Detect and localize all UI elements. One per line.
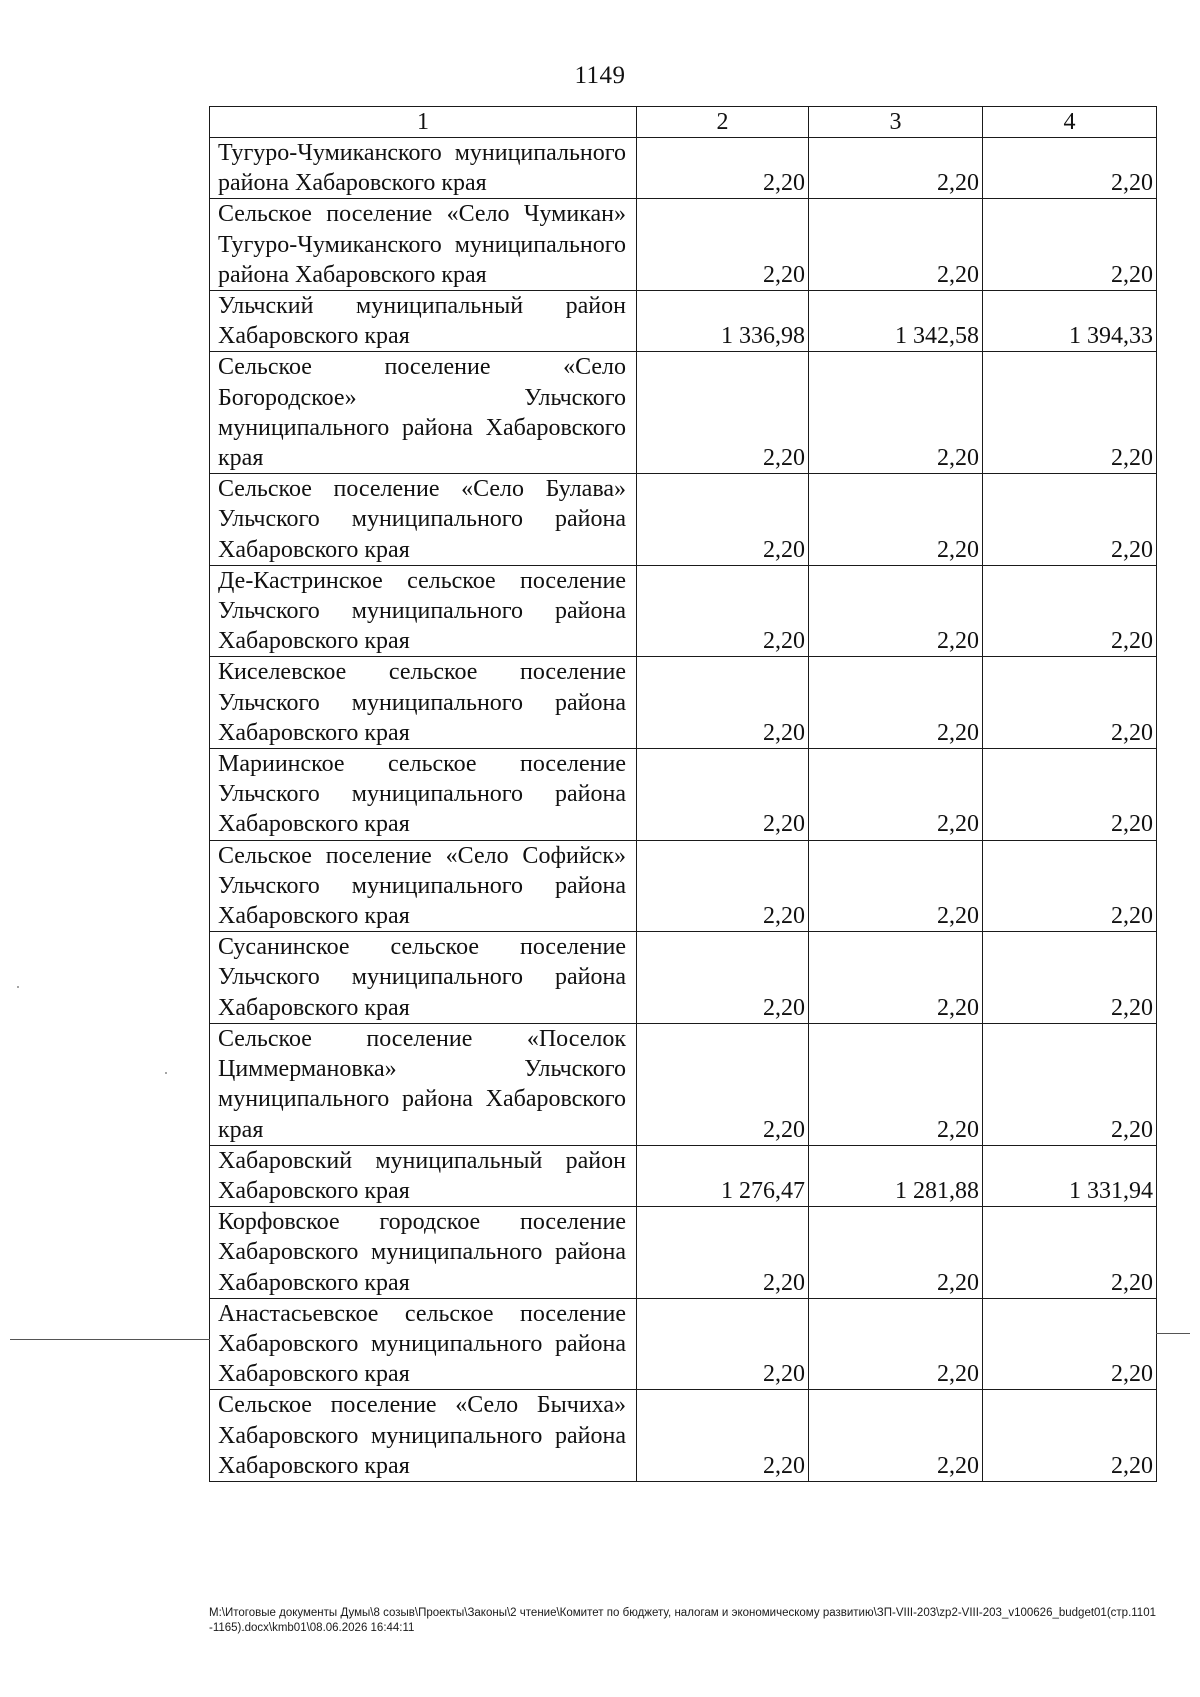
value-col2-cell: 2,20 [637,565,809,657]
table-header [210,107,1157,138]
page-number: 1149 [574,62,626,89]
value-col4-cell: 2,20 [983,565,1157,657]
value-col3-cell: 2,20 [809,1390,983,1482]
row-name-cell: Ульчский муниципальный район Хабаровского края [210,291,637,352]
value-col2-cell: 2,20 [637,1390,809,1482]
column-header-3: 3 [809,107,983,138]
table-row [210,932,1157,1024]
value-col3-cell: 2,20 [809,657,983,749]
value-col3-cell: 2,20 [809,840,983,932]
value-col3-cell: 2,20 [809,1023,983,1145]
column-header-2: 2 [637,107,809,138]
value-col4-cell: 2,20 [983,1207,1157,1299]
table-row [210,749,1157,841]
table-row [210,840,1157,932]
column-header-4: 4 [983,107,1157,138]
value-col3-cell: 2,20 [809,352,983,474]
document-path-footer: M:\Итоговые документы Думы\8 созыв\Проекты\Законы\2 чтение\Комитет по бюджету, налогам и экономическому развитию\ЗП-VIII-203\zp2-VIII-203_v100626_budget01(стр.1101-1165).docx\kmb01\08.06.2026 16:44:11 [209,1607,1156,1634]
row-name-cell: Мариинское сельское поселение Ульчского муниципального района Хабаровского края [210,749,637,841]
table-row [210,1207,1157,1299]
value-col2-cell: 2,20 [637,199,809,291]
scan-line-left [10,1339,210,1340]
scan-speck [17,986,19,988]
value-col4-cell: 2,20 [983,1390,1157,1482]
value-col4-cell: 1 394,33 [983,291,1157,352]
value-col4-cell: 2,20 [983,474,1157,566]
row-name-cell: Де-Кастринское сельское поселение Ульчского муниципального района Хабаровского края [210,565,637,657]
table-row [210,657,1157,749]
value-col4-cell: 2,20 [983,1023,1157,1145]
value-col2-cell: 2,20 [637,1207,809,1299]
value-col4-cell: 2,20 [983,352,1157,474]
row-name-cell: Киселевское сельское поселение Ульчского муниципального района Хабаровского края [210,657,637,749]
value-col3-cell: 2,20 [809,749,983,841]
value-col4-cell: 2,20 [983,1298,1157,1390]
value-col2-cell: 2,20 [637,840,809,932]
table-row [210,565,1157,657]
value-col2-cell: 2,20 [637,1023,809,1145]
table-row [210,1298,1157,1390]
value-col2-cell: 2,20 [637,657,809,749]
value-col4-cell: 2,20 [983,932,1157,1024]
value-col2-cell: 1 276,47 [637,1145,809,1206]
value-col3-cell: 2,20 [809,474,983,566]
value-col2-cell: 2,20 [637,352,809,474]
header-row [210,107,1157,138]
value-col3-cell: 2,20 [809,1298,983,1390]
row-name-cell: Сельское поселение «Село Богородское» Ульчского муниципального района Хабаровского края [210,352,637,474]
value-col3-cell: 2,20 [809,565,983,657]
row-name-cell: Хабаровский муниципальный район Хабаровского края [210,1145,637,1206]
value-col3-cell: 1 342,58 [809,291,983,352]
table-row [210,474,1157,566]
row-name-cell: Тугуро-Чумиканского муниципального района Хабаровского края [210,138,637,199]
column-header-1: 1 [210,107,637,138]
table-row [210,1390,1157,1482]
value-col4-cell: 2,20 [983,657,1157,749]
value-col4-cell: 2,20 [983,840,1157,932]
table-row [210,1145,1157,1206]
value-col3-cell: 1 281,88 [809,1145,983,1206]
row-name-cell: Сусанинское сельское поселение Ульчского муниципального района Хабаровского края [210,932,637,1024]
value-col4-cell: 2,20 [983,138,1157,199]
table-row [210,1023,1157,1145]
row-name-cell: Анастасьевское сельское поселение Хабаровского муниципального района Хабаровского края [210,1298,637,1390]
row-name-cell: Сельское поселение «Поселок Циммермановка» Ульчского муниципального района Хабаровского края [210,1023,637,1145]
scan-line-right [1156,1333,1190,1334]
budget-table [209,106,1157,1482]
row-name-cell: Сельское поселение «Село Бычиха» Хабаровского муниципального района Хабаровского края [210,1390,637,1482]
row-name-cell: Сельское поселение «Село Софийск» Ульчского муниципального района Хабаровского края [210,840,637,932]
value-col4-cell: 1 331,94 [983,1145,1157,1206]
value-col2-cell: 2,20 [637,749,809,841]
value-col2-cell: 1 336,98 [637,291,809,352]
value-col2-cell: 2,20 [637,474,809,566]
row-name-cell: Сельское поселение «Село Булава» Ульчского муниципального района Хабаровского края [210,474,637,566]
value-col4-cell: 2,20 [983,749,1157,841]
table-row [210,199,1157,291]
table-body [210,138,1157,1482]
table-row [210,352,1157,474]
table-row [210,291,1157,352]
value-col3-cell: 2,20 [809,932,983,1024]
value-col4-cell: 2,20 [983,199,1157,291]
table-row [210,138,1157,199]
value-col2-cell: 2,20 [637,932,809,1024]
value-col3-cell: 2,20 [809,138,983,199]
value-col3-cell: 2,20 [809,199,983,291]
value-col2-cell: 2,20 [637,138,809,199]
scan-speck [165,1072,167,1074]
value-col2-cell: 2,20 [637,1298,809,1390]
row-name-cell: Корфовское городское поселение Хабаровского муниципального района Хабаровского края [210,1207,637,1299]
value-col3-cell: 2,20 [809,1207,983,1299]
row-name-cell: Сельское поселение «Село Чумикан» Тугуро-Чумиканского муниципального района Хабаровского края [210,199,637,291]
